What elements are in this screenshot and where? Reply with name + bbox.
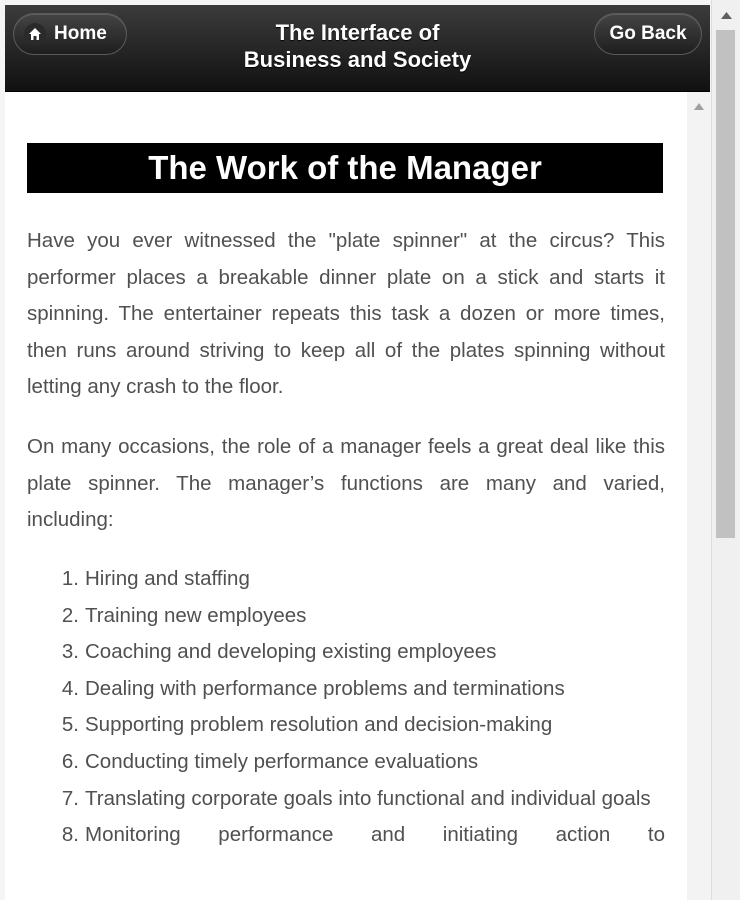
home-button-label: Home — [54, 23, 107, 44]
page-title — [155, 19, 560, 73]
list-item-text: Dealing with performance problems and terminations — [85, 676, 565, 700]
home-icon — [24, 23, 46, 45]
header-bar — [5, 5, 710, 92]
scrollbar-thumb[interactable] — [716, 30, 735, 538]
list-item-number: 8. — [61, 823, 79, 847]
list-item-number: 5. — [61, 713, 79, 737]
list-item — [27, 561, 665, 598]
list-item — [27, 634, 665, 671]
scroll-up-icon[interactable] — [712, 0, 740, 30]
list-item-text: Monitoring performance and initiating action to — [85, 823, 665, 847]
content-scroll-up-icon[interactable] — [687, 96, 711, 116]
list-item-text: Supporting problem resolution and decision-making — [85, 713, 553, 737]
home-button[interactable] — [13, 13, 127, 55]
page-title-line2: Business and Society — [243, 47, 472, 72]
list-item — [27, 707, 665, 744]
list-item-number: 1. — [61, 567, 79, 590]
go-back-button-label: Go Back — [609, 23, 687, 44]
list-item-number: 2. — [61, 603, 79, 627]
list-item-text: Hiring and staffing — [85, 567, 250, 590]
list-item — [27, 598, 665, 635]
list-item-number: 3. — [61, 640, 79, 664]
go-back-button[interactable] — [594, 13, 702, 55]
list-item-text: Training new employees — [85, 603, 307, 627]
list-item — [27, 671, 665, 708]
section-heading: The Work of the Manager — [27, 143, 663, 193]
list-item-number: 4. — [61, 676, 79, 700]
list-item — [27, 781, 665, 818]
list-item-text: Translating corporate goals into functional and individual goals — [85, 786, 651, 810]
page-title-line1: The Interface of — [275, 20, 440, 45]
list-item-text: Coaching and developing existing employees — [85, 640, 497, 664]
list-item — [27, 744, 665, 781]
content-scrollbar[interactable] — [687, 92, 711, 900]
paragraph: Have you ever witnessed the "plate spinner" at the circus? This performer places a breakable dinner plate on a stick and starts it spinning. The entertainer repeats this task a dozen or more times, then runs around striving to keep all of the plates spinning without letting any crash to the floor. — [27, 229, 665, 399]
window-scrollbar[interactable] — [711, 0, 740, 900]
list-item-number: 6. — [61, 749, 79, 773]
list-item — [27, 817, 665, 854]
list-item-number: 7. — [61, 786, 79, 810]
manager-functions-list — [27, 561, 665, 854]
list-item-text: Conducting timely performance evaluations — [85, 749, 479, 773]
content-area[interactable] — [5, 92, 687, 900]
paragraph: On many occasions, the role of a manager feels a great deal like this plate spinner. The manager’s functions are many and varied, including: — [27, 435, 665, 532]
